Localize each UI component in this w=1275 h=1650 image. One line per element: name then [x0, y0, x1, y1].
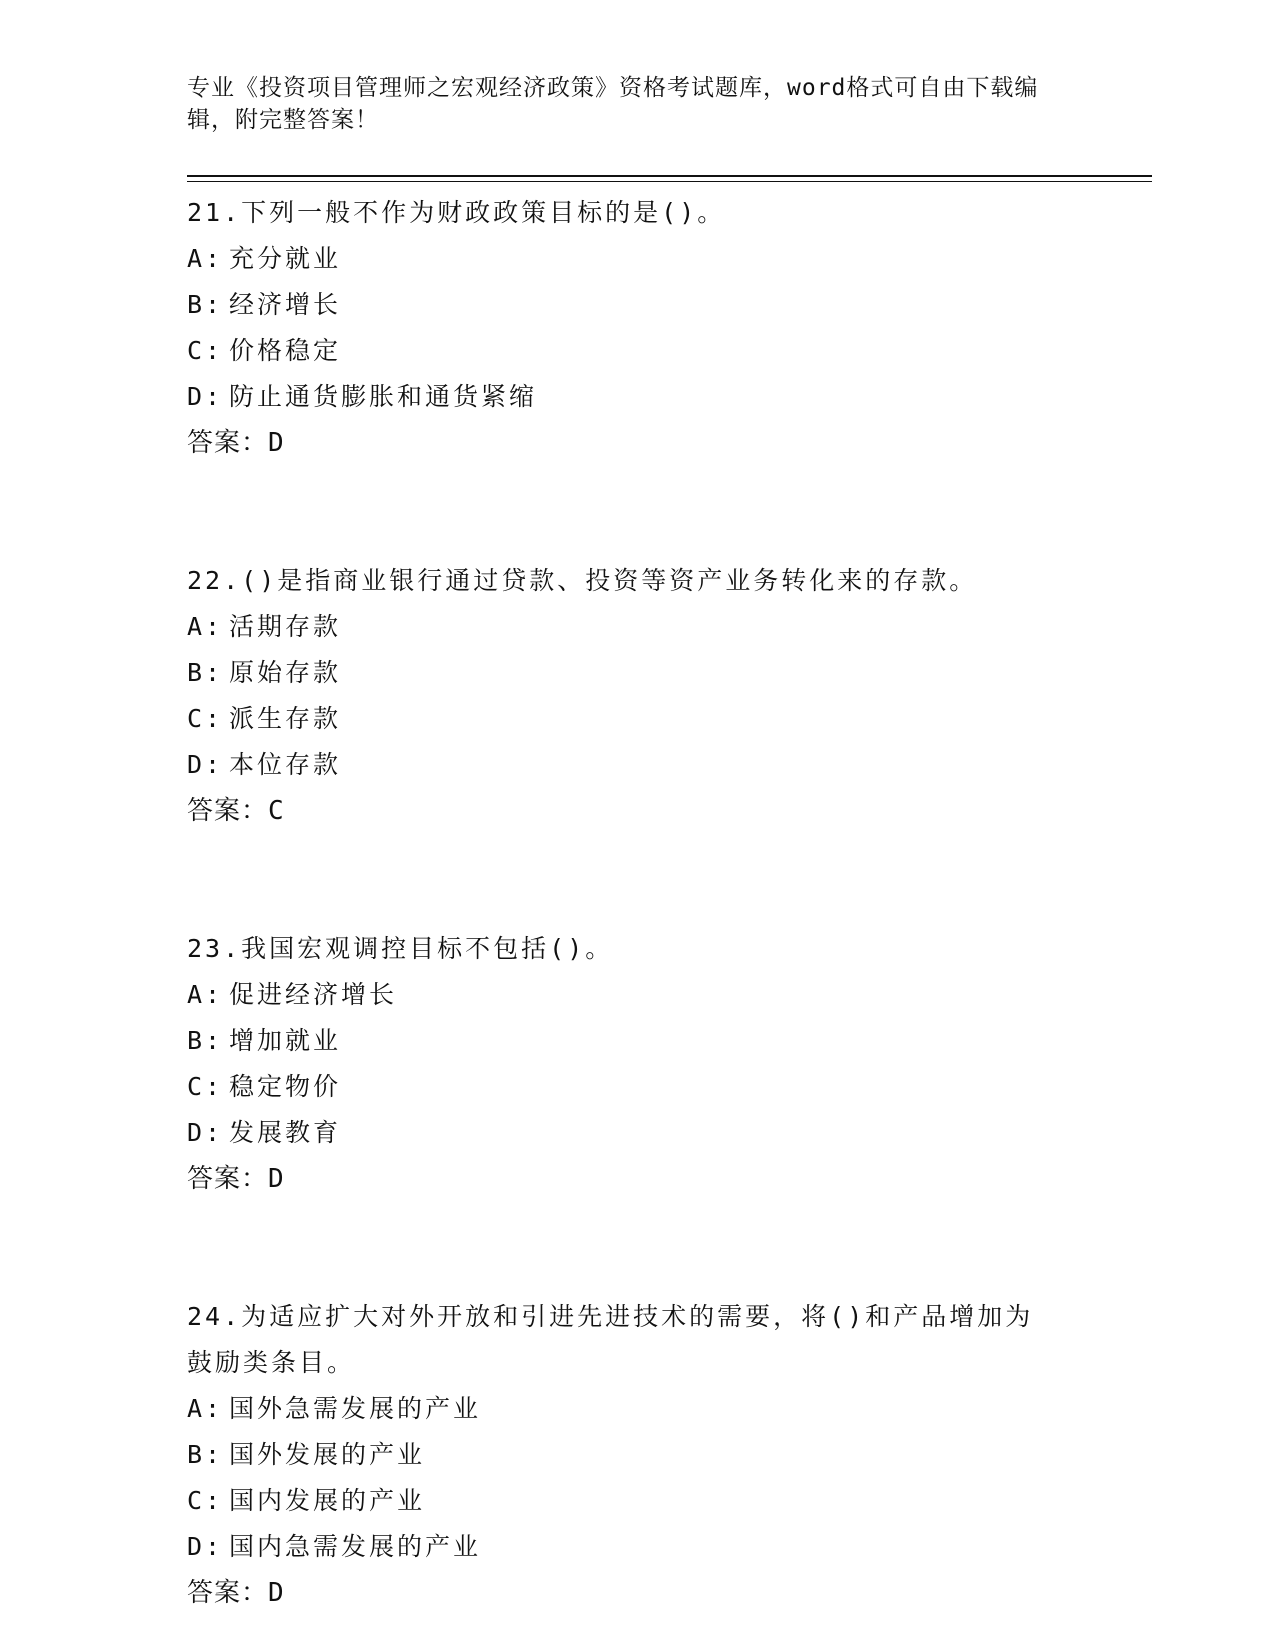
option-letter: B: [187, 658, 224, 687]
question-stem: 22.()是指商业银行通过贷款、投资等资产业务转化来的存款。 [187, 566, 978, 595]
option-text: 国内急需发展的产业 [229, 1532, 482, 1561]
option-text: 稳定物价 [229, 1072, 342, 1101]
option-a [187, 604, 1087, 650]
option-letter: B: [187, 1440, 224, 1469]
option-text: 活期存款 [229, 612, 342, 641]
question-stem: 23.我国宏观调控目标不包括()。 [187, 934, 614, 963]
option-c [187, 696, 1087, 742]
option-text: 国外发展的产业 [229, 1440, 426, 1469]
header-divider-thin [187, 181, 1152, 182]
option-letter: D: [187, 1532, 224, 1561]
option-letter: C: [187, 336, 224, 365]
option-b [187, 282, 1087, 328]
option-text: 充分就业 [229, 244, 342, 273]
option-letter: D: [187, 382, 224, 411]
question-spacer [187, 466, 1087, 558]
option-d [187, 1110, 1087, 1156]
question-24 [187, 1294, 1087, 1616]
option-a [187, 236, 1087, 282]
option-text: 促进经济增长 [229, 980, 398, 1009]
option-a [187, 972, 1087, 1018]
question-stem: 24.为适应扩大对外开放和引进先进技术的需要，将()和产品增加为鼓励类条目。 [187, 1302, 1034, 1377]
answer-line: 答案：D [187, 428, 285, 458]
option-d [187, 1524, 1087, 1570]
option-a [187, 1386, 1087, 1432]
document-header: 专业《投资项目管理师之宏观经济政策》资格考试题库，word格式可自由下载编辑，附完整答案！ [187, 75, 1039, 133]
option-b [187, 1018, 1087, 1064]
question-stem: 21.下列一般不作为财政政策目标的是()。 [187, 198, 726, 227]
option-text: 防止通货膨胀和通货紧缩 [229, 382, 538, 411]
option-letter: C: [187, 1486, 224, 1515]
option-letter: A: [187, 1394, 224, 1423]
option-text: 国外急需发展的产业 [229, 1394, 482, 1423]
option-letter: B: [187, 1026, 224, 1055]
question-21 [187, 190, 1087, 466]
option-text: 原始存款 [229, 658, 342, 687]
header-divider-thick [187, 175, 1152, 177]
option-letter: B: [187, 290, 224, 319]
option-letter: D: [187, 750, 224, 779]
option-letter: C: [187, 704, 224, 733]
option-d [187, 742, 1087, 788]
option-text: 价格稳定 [229, 336, 342, 365]
option-c [187, 328, 1087, 374]
question-list [187, 190, 1087, 1616]
option-letter: A: [187, 244, 224, 273]
option-b [187, 1432, 1087, 1478]
question-spacer [187, 1202, 1087, 1294]
option-letter: A: [187, 980, 224, 1009]
option-text: 本位存款 [229, 750, 342, 779]
option-text: 国内发展的产业 [229, 1486, 426, 1515]
answer-line: 答案：C [187, 796, 285, 826]
option-c [187, 1478, 1087, 1524]
option-d [187, 374, 1087, 420]
option-letter: C: [187, 1072, 224, 1101]
option-text: 经济增长 [229, 290, 342, 319]
option-letter: D: [187, 1118, 224, 1147]
option-letter: A: [187, 612, 224, 641]
option-text: 增加就业 [229, 1026, 342, 1055]
question-spacer [187, 834, 1087, 926]
question-22 [187, 558, 1087, 834]
option-b [187, 650, 1087, 696]
answer-line: 答案：D [187, 1164, 285, 1194]
option-text: 发展教育 [229, 1118, 342, 1147]
answer-line: 答案：D [187, 1578, 285, 1608]
option-c [187, 1064, 1087, 1110]
option-text: 派生存款 [229, 704, 342, 733]
question-23 [187, 926, 1087, 1202]
